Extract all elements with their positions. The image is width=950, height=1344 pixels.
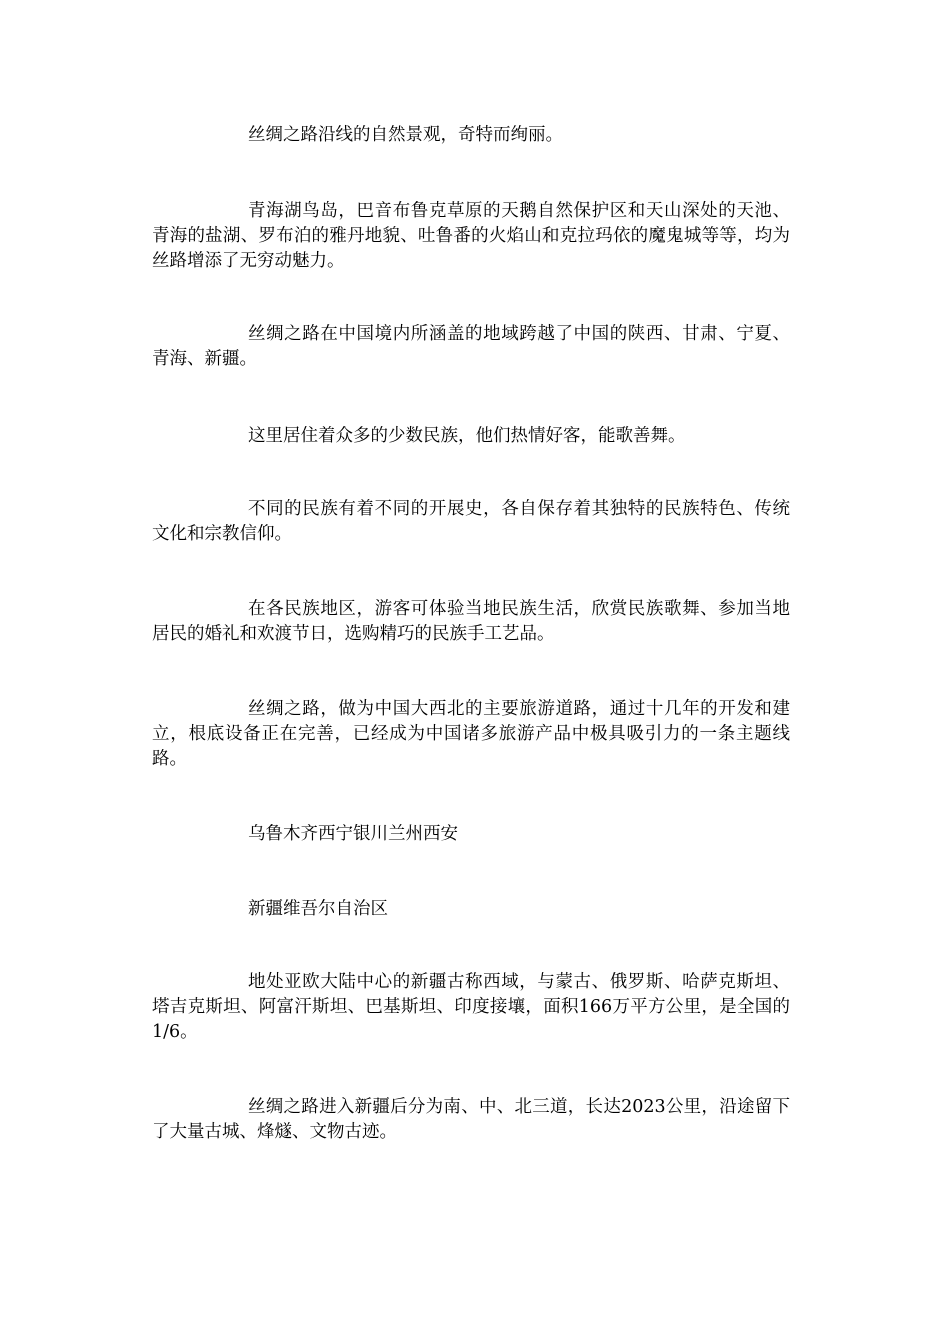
paragraph-4: 这里居住着众多的少数民族，他们热情好客，能歌善舞。: [248, 426, 686, 446]
paragraph-1: 丝绸之路沿线的自然景观，奇特而绚丽。: [248, 125, 563, 145]
paragraph-2: 青海湖鸟岛，巴音布鲁克草原的天鹅自然保护区和天山深处的天池、青海的盐湖、罗布泊的雅丹地貌、吐鲁番的火焰山和克拉玛依的魔鬼城等等，均为丝路增添了无穷动魅力。: [152, 201, 790, 271]
paragraph-9: 新疆维吾尔自治区: [248, 899, 388, 919]
paragraph-6: 在各民族地区，游客可体验当地民族生活，欣赏民族歌舞、参加当地居民的婚礼和欢渡节日，选购精巧的民族手工艺品。: [152, 599, 790, 644]
paragraph-10: 地处亚欧大陆中心的新疆古称西域，与蒙古、俄罗斯、哈萨克斯坦、塔吉克斯坦、阿富汗斯坦、巴基斯坦、印度接壤，面积166万平方公里，是全国的1/6。: [152, 972, 790, 1042]
paragraph-5: 不同的民族有着不同的开展史，各自保存着其独特的民族特色、传统文化和宗教信仰。: [152, 499, 790, 544]
paragraph-7: 丝绸之路，做为中国大西北的主要旅游道路，通过十几年的开发和建立，根底设备正在完善，已经成为中国诸多旅游产品中极具吸引力的一条主题线路。: [152, 699, 790, 769]
paragraph-8: 乌鲁木齐西宁银川兰州西安: [248, 824, 458, 844]
paragraph-3: 丝绸之路在中国境内所涵盖的地域跨越了中国的陕西、甘肃、宁夏、青海、新疆。: [152, 324, 790, 369]
paragraph-11: 丝绸之路进入新疆后分为南、中、北三道，长达2023公里，沿途留下了大量古城、烽燧、文物古迹。: [152, 1097, 790, 1142]
